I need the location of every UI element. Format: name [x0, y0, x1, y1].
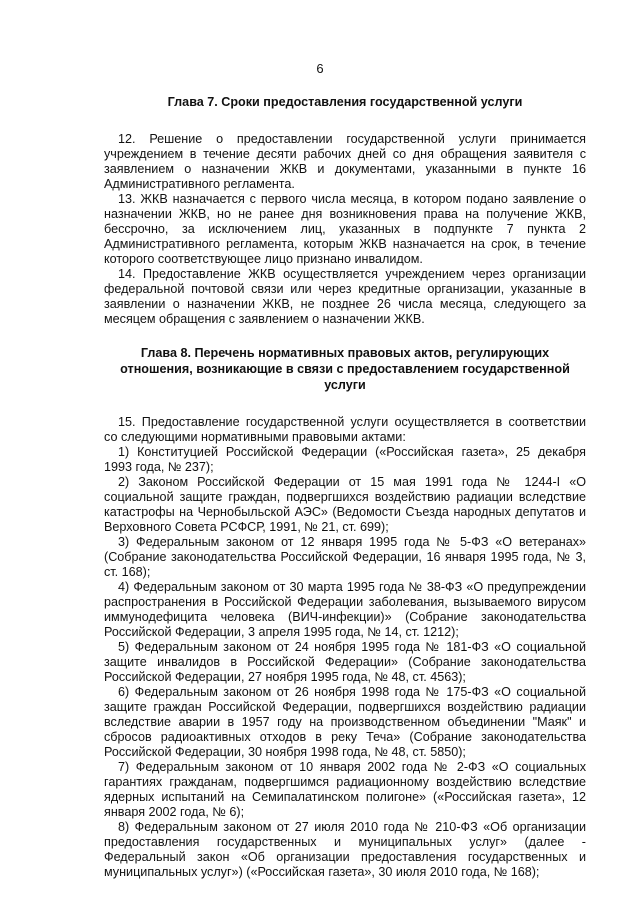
list-item-8: 8) Федеральным законом от 27 июля 2010 года № 210-ФЗ «Об организации предоставления государственных и муниципальных услуг» (далее - Федеральный закон «Об организации предоставления государственных и муниципальных услуг») («Российская газета», 30 июля 2010 года, № 168);	[104, 820, 586, 879]
document-body	[104, 88, 586, 880]
page-number: 6	[316, 61, 324, 76]
list-item-6: 6) Федеральным законом от 26 ноября 1998 года № 175-ФЗ «О социальной защите граждан Российской Федерации, подвергшихся воздействию радиации вследствие аварии в 1957 году на производственном объединении "Маяк" и сбросов радиоактивных отходов в реку Теча» (Собрание законодательства Российской Федерации, 30 ноября 1998 года, № 48, ст. 5850);	[104, 685, 586, 759]
paragraph-14: 14. Предоставление ЖКВ осуществляется учреждением через организации федеральной почтовой связи или через кредитные организации, указанные в заявлении о назначении ЖКВ, не позднее 26 числа месяца, следующего за месяцем обращения с заявлением о назначении ЖКВ.	[104, 267, 586, 326]
list-item-3: 3) Федеральным законом от 12 января 1995 года № 5-ФЗ «О ветеранах» (Собрание законодательства Российской Федерации, 16 января 1995 года, № 3, ст. 168);	[104, 535, 586, 579]
chapter-8-title	[104, 345, 586, 393]
chapter-8-title-line2: отношения, возникающие в связи с предоставлением государственной услуги	[120, 362, 570, 392]
chapter-8-title-line1: Глава 8. Перечень нормативных правовых актов, регулирующих	[140, 346, 550, 360]
list-item-1: 1) Конституцией Российской Федерации («Российская газета», 25 декабря 1993 года, № 237);	[104, 445, 586, 474]
list-item-4: 4) Федеральным законом от 30 марта 1995 года № 38-ФЗ «О предупреждении распространения в Российской Федерации заболевания, вызываемого вирусом иммунодефицита человека (ВИЧ-инфекции)» (Собрание законодательства Российской Федерации, 3 апреля 1995 года, № 14, ст. 1212);	[104, 580, 586, 639]
list-item-5: 5) Федеральным законом от 24 ноября 1995 года № 181-ФЗ «О социальной защите инвалидов в Российской Федерации» (Собрание законодательства Российской Федерации, 27 ноября 1995 года, № 48, ст. 4563);	[104, 640, 586, 684]
paragraph-15: 15. Предоставление государственной услуги осуществляется в соответствии со следующими нормативными правовыми актами:	[104, 415, 586, 444]
paragraph-12: 12. Решение о предоставлении государственной услуги принимается учреждением в течение десяти рабочих дней со дня обращения заявителя с заявлением о назначении ЖКВ и документами, указанными в пункте 16 Административного регламента.	[104, 132, 586, 191]
chapter-7-title: Глава 7. Сроки предоставления государственной услуги	[167, 95, 523, 109]
paragraph-13: 13. ЖКВ назначается с первого числа месяца, в котором подано заявление о назначении ЖКВ, но не ранее дня возникновения права на получение ЖКВ, бессрочно, за исключением лиц, указанных в подпункте 7 пункта 2 Административного регламента, которым ЖКВ назначается на срок, в течение которого соответствующее лицо признано инвалидом.	[104, 192, 586, 266]
list-item-2: 2) Законом Российской Федерации от 15 мая 1991 года № 1244-I «О социальной защите граждан, подвергшихся воздействию радиации вследствие катастрофы на Чернобыльской АЭС» (Ведомости Съезда народных депутатов и Верховного Совета РСФСР, 1991, № 21, ст. 699);	[104, 475, 586, 534]
list-item-7: 7) Федеральным законом от 10 января 2002 года № 2-ФЗ «О социальных гарантиях гражданам, подвергшимся радиационному воздействию вследствие ядерных испытаний на Семипалатинском полигоне» («Российская газета», 12 января 2002 года, № 6);	[104, 760, 586, 819]
